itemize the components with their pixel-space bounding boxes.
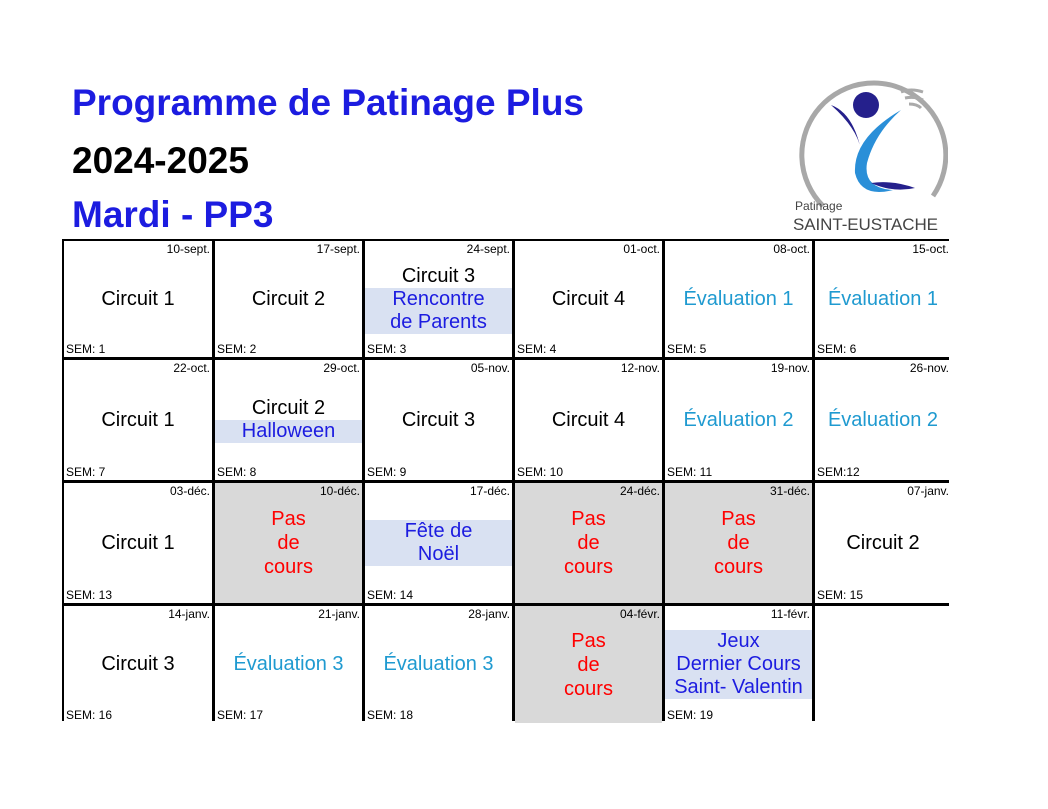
calendar-cell xyxy=(815,241,951,357)
cell-date: 29-oct. xyxy=(323,361,360,375)
no-class-text: de xyxy=(577,653,600,676)
calendar-cell xyxy=(64,483,212,603)
cell-date: 14-janv. xyxy=(168,607,210,621)
activity-text: Circuit 1 xyxy=(101,408,175,431)
cell-date: 19-nov. xyxy=(770,361,810,375)
no-class-text: Pas xyxy=(271,508,306,530)
cell-content xyxy=(64,255,212,343)
calendar-cell-no-class xyxy=(215,483,362,603)
activity-text: Circuit 2 xyxy=(251,287,326,310)
calendar-cell xyxy=(64,606,212,723)
cell-date: 07-janv. xyxy=(907,484,949,498)
cell-date: 12-nov. xyxy=(620,361,660,375)
evaluation-text: Évaluation 3 xyxy=(383,653,494,675)
cell-week: SEM: 16 xyxy=(66,708,113,722)
evaluation-text: Évaluation 1 xyxy=(827,287,939,310)
no-class-text: Pas xyxy=(571,629,606,652)
no-class-text: Pas xyxy=(571,508,606,530)
activity-text: Circuit 4 xyxy=(551,408,626,431)
cell-week: SEM: 15 xyxy=(817,588,864,602)
cell-content xyxy=(665,497,812,589)
activity-text: Circuit 3 xyxy=(401,408,476,431)
cell-content xyxy=(64,620,212,709)
calendar-cell-no-class xyxy=(665,483,812,603)
no-class-text: cours xyxy=(264,556,313,578)
cell-date: 22-oct. xyxy=(173,361,210,375)
calendar-cell xyxy=(815,606,951,723)
cell-week: SEM: 7 xyxy=(66,465,106,479)
calendar-cell xyxy=(215,606,362,723)
cell-content xyxy=(665,374,812,466)
activity-text: Circuit 2 xyxy=(251,397,326,419)
calendar-cell xyxy=(215,360,362,480)
no-class-text: cours xyxy=(564,556,613,578)
no-class-text: de xyxy=(727,532,750,554)
calendar-cell xyxy=(665,606,812,723)
cell-week: SEM: 13 xyxy=(66,588,113,602)
calendar-cell xyxy=(365,241,512,357)
cell-week: SEM: 19 xyxy=(667,708,714,722)
season-label: 2024-2025 xyxy=(72,140,249,181)
evaluation-text: Évaluation 1 xyxy=(683,287,794,310)
cell-content xyxy=(64,374,212,466)
calendar-cell xyxy=(365,606,512,723)
evaluation-text: Évaluation 2 xyxy=(827,408,939,431)
no-class-text: cours xyxy=(564,677,613,700)
cell-content xyxy=(365,620,512,709)
cell-week: SEM: 5 xyxy=(667,342,707,356)
cell-content xyxy=(365,374,512,466)
event-text: Dernier Cours xyxy=(665,653,812,676)
calendar-grid xyxy=(62,239,949,721)
activity-text: Circuit 1 xyxy=(101,531,175,554)
activity-text: Circuit 4 xyxy=(551,287,626,310)
calendar-cell xyxy=(665,360,812,480)
calendar-cell xyxy=(64,241,212,357)
no-class-text: de xyxy=(277,532,300,554)
cell-date: 21-janv. xyxy=(318,607,360,621)
calendar-cell xyxy=(365,360,512,480)
event-text: Halloween xyxy=(215,420,362,443)
event-text: Rencontre xyxy=(365,288,512,311)
calendar-cell-no-class xyxy=(515,483,662,603)
cell-week: SEM: 4 xyxy=(517,342,557,356)
cell-date: 15-oct. xyxy=(912,242,949,256)
page-title: Programme de Patinage Plus xyxy=(72,82,585,123)
event-text: Noël xyxy=(365,543,512,566)
activity-text: Circuit 3 xyxy=(101,653,175,675)
cell-week: SEM: 14 xyxy=(367,588,414,602)
cell-date: 17-déc. xyxy=(469,484,510,498)
event-text: Fête de xyxy=(365,520,512,543)
cell-content xyxy=(365,497,512,589)
cell-date: 01-oct. xyxy=(623,242,660,256)
no-class-text: de xyxy=(577,532,600,554)
cell-content xyxy=(515,374,662,466)
cell-date: 17-sept. xyxy=(316,242,360,256)
cell-week: SEM: 18 xyxy=(367,708,414,722)
cell-content xyxy=(815,374,951,466)
no-class-text: Pas xyxy=(721,508,756,530)
activity-text: Circuit 2 xyxy=(846,531,920,554)
cell-week: SEM: 11 xyxy=(667,465,713,479)
event-text: Saint- Valentin xyxy=(665,676,812,699)
calendar-cell xyxy=(515,360,662,480)
cell-date: 10-déc. xyxy=(319,484,360,498)
cell-content xyxy=(64,497,212,589)
svg-text:SAINT-EUSTACHE: SAINT-EUSTACHE xyxy=(793,215,938,234)
cell-date: 28-janv. xyxy=(468,607,510,621)
no-class-text: cours xyxy=(714,556,763,578)
group-label: Mardi - PP3 xyxy=(72,194,274,235)
calendar-cell xyxy=(815,360,951,480)
activity-text: Circuit 1 xyxy=(101,287,175,310)
cell-content xyxy=(815,620,951,709)
cell-week: SEM: 2 xyxy=(217,342,257,356)
cell-date: 10-sept. xyxy=(166,242,210,256)
cell-date: 05-nov. xyxy=(470,361,510,375)
cell-date: 26-nov. xyxy=(909,361,949,375)
cell-week: SEM: 1 xyxy=(66,342,106,356)
evaluation-text: Évaluation 2 xyxy=(683,408,794,431)
club-logo xyxy=(783,78,948,236)
cell-week: SEM: 10 xyxy=(517,465,564,479)
cell-content xyxy=(515,255,662,343)
cell-content xyxy=(215,255,362,343)
calendar-cell xyxy=(815,483,951,603)
cell-content xyxy=(815,497,951,589)
event-text: Jeux xyxy=(665,630,812,653)
calendar-cell xyxy=(365,483,512,603)
cell-content xyxy=(665,620,812,709)
cell-date: 24-déc. xyxy=(619,484,660,498)
cell-week: SEM: 6 xyxy=(817,342,857,356)
calendar-cell xyxy=(515,241,662,357)
cell-week: SEM: 8 xyxy=(217,465,257,479)
cell-content xyxy=(215,497,362,589)
event-text: de Parents xyxy=(365,311,512,334)
cell-content xyxy=(365,255,512,343)
calendar-cell xyxy=(64,360,212,480)
cell-date: 24-sept. xyxy=(466,242,510,256)
cell-content xyxy=(815,255,951,343)
cell-week: SEM: 9 xyxy=(367,465,407,479)
cell-content xyxy=(665,255,812,343)
cell-content xyxy=(215,620,362,709)
cell-content xyxy=(215,374,362,466)
evaluation-text: Évaluation 3 xyxy=(233,653,344,675)
cell-date: 08-oct. xyxy=(773,242,810,256)
svg-text:Patinage: Patinage xyxy=(795,199,843,213)
cell-week: SEM: 17 xyxy=(217,708,264,722)
calendar-cell-no-class xyxy=(515,606,662,723)
cell-date: 31-déc. xyxy=(769,484,810,498)
cell-content xyxy=(515,497,662,589)
calendar-cell xyxy=(215,241,362,357)
cell-week: SEM:12 xyxy=(817,465,860,479)
calendar-cell xyxy=(665,241,812,357)
cell-date: 11-févr. xyxy=(770,607,810,621)
cell-content xyxy=(515,620,662,709)
activity-text: Circuit 3 xyxy=(401,264,476,287)
cell-date: 04-févr. xyxy=(619,607,660,621)
cell-date: 03-déc. xyxy=(169,484,210,498)
cell-week: SEM: 3 xyxy=(367,342,407,356)
